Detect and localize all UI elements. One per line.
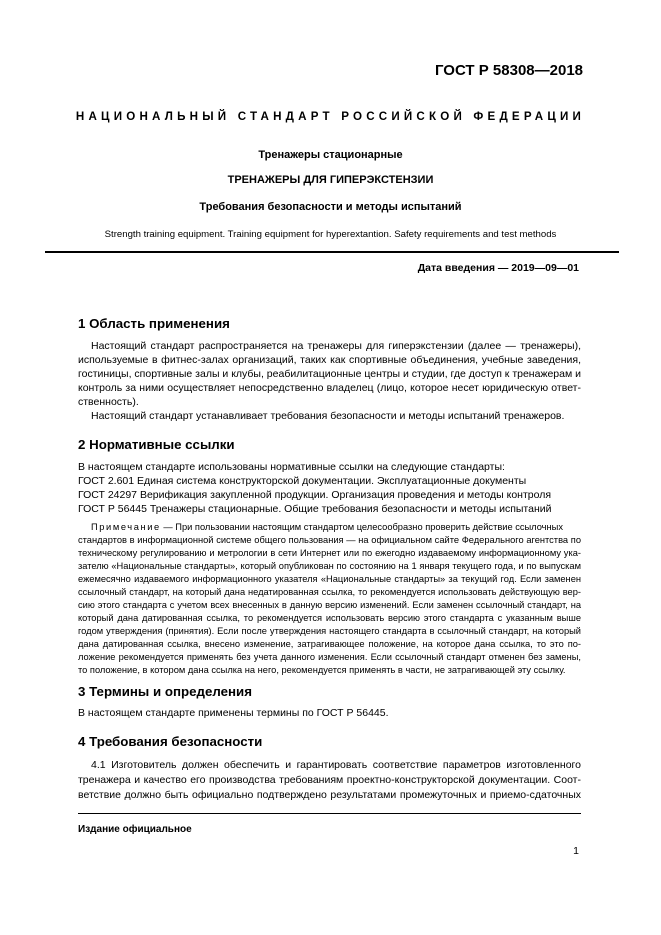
document-number: ГОСТ Р 58308—2018 (434, 62, 583, 79)
note-line: ссылочный стандарт, на который дана недатированная ссылка, то рекомендуется использовать действующую вер- (78, 587, 581, 597)
reference-item: ГОСТ 2.601 Единая система конструкторской документации. Эксплуатационные документы (78, 475, 527, 487)
body-line: ветствие должно быть официально подтверждено результатами промежуточных и приемо-сдаточных (78, 789, 581, 801)
section-heading-terms: 3 Термины и определения (78, 684, 252, 699)
footer-divider (78, 813, 581, 814)
title-category: Тренажеры стационарные (258, 149, 403, 161)
body-line: используемые в фитнес-залах организаций, таких как спортивные объединения, учебные заведения, (78, 354, 581, 366)
note-line: дана датированная ссылка, внесено изменение, затрагивающее положение, на которое дана ссылка, то это по- (78, 639, 581, 649)
title-english: Strength training equipment. Training equipment for hyperextantion. Safety requirements and test methods (104, 229, 557, 240)
header-divider (45, 251, 619, 253)
note-line: который дана датированная ссылка, то рекомендуется использовать версию этого стандарта с указанным выше (78, 613, 581, 623)
introduction-date: Дата введения — 2019—09—01 (417, 262, 579, 274)
body-line: ственность). (78, 396, 139, 408)
note-line: ежемесячно издаваемого информационного указателя «Национальные стандарты» за текущий год. Если заменен (78, 574, 581, 584)
note-label: Примечание (91, 522, 161, 532)
section-heading-references: 2 Нормативные ссылки (78, 437, 235, 452)
note-line: стандартов в информационной системе общего пользования — на официальном сайте Федерального агентства по (78, 535, 581, 545)
body-line: тренажера и качество его производства требованиям проектно-конструкторской документации. Соот- (78, 774, 581, 786)
section-heading-scope: 1 Область применения (78, 316, 230, 331)
reference-item: ГОСТ Р 56445 Тренажеры стационарные. Общие требования безопасности и методы испытаний (78, 503, 552, 515)
note-text: — При пользовании настоящим стандартом целесообразно проверить действие ссылочных (163, 522, 563, 532)
body-line: В настоящем стандарте использованы нормативные ссылки на следующие стандарты: (78, 461, 505, 473)
national-standard-banner: НАЦИОНАЛЬНЫЙ СТАНДАРТ РОССИЙСКОЙ ФЕДЕРАЦИИ (75, 110, 586, 123)
note-first-line (91, 521, 581, 533)
body-line: В настоящем стандарте применены термины по ГОСТ Р 56445. (78, 707, 389, 719)
body-line: Настоящий стандарт устанавливает требования безопасности и методы испытаний тренажеров. (91, 410, 565, 422)
body-line: контроль за ними осуществляет непосредственно владелец (лицо, которое несет юридическую ответ- (78, 382, 581, 394)
official-edition-label: Издание официальное (78, 824, 192, 835)
body-line: Настоящий стандарт распространяется на тренажеры для гиперэкстензии (далее — тренажеры), (91, 340, 581, 352)
note-line: сию этого стандарта с учетом всех внесенных в данную версию изменений. Если заменен ссылочный стандарт, на (78, 600, 581, 610)
note-line: то положение, в котором дана ссылка на него, рекомендуется применять в части, не затрагивающей эту ссылку. (78, 665, 566, 675)
section-heading-safety: 4 Требования безопасности (78, 734, 263, 749)
body-line: 4.1 Изготовитель должен обеспечить и гарантировать соответствие параметров изготовленного (91, 759, 581, 771)
page-number: 1 (573, 845, 579, 857)
note-line: зателю «Национальные стандарты», который опубликован по состоянию на 1 января текущего года, и по выпускам (78, 561, 581, 571)
note-line: годом утверждения (принятия). Если после утверждения настоящего стандарта в ссылочный стандарт, на который (78, 626, 581, 636)
reference-item: ГОСТ 24297 Верификация закупленной продукции. Организация проведения и методы контроля (78, 489, 552, 501)
title-subtitle: Требования безопасности и методы испытаний (199, 201, 462, 213)
body-line: гостиницы, спортивные залы и клубы, реабилитационные центры и студии, где доступ к тренажерам и (78, 368, 581, 380)
note-line: техническому регулированию и метрологии в сети Интернет или по ежегодно издаваемому информационному ука- (78, 548, 581, 558)
title-main: ТРЕНАЖЕРЫ ДЛЯ ГИПЕРЭКСТЕНЗИИ (227, 174, 434, 186)
note-line: ложение рекомендуется применять без учета данного изменения. Если ссылочный стандарт отменен без замены, (78, 652, 581, 662)
